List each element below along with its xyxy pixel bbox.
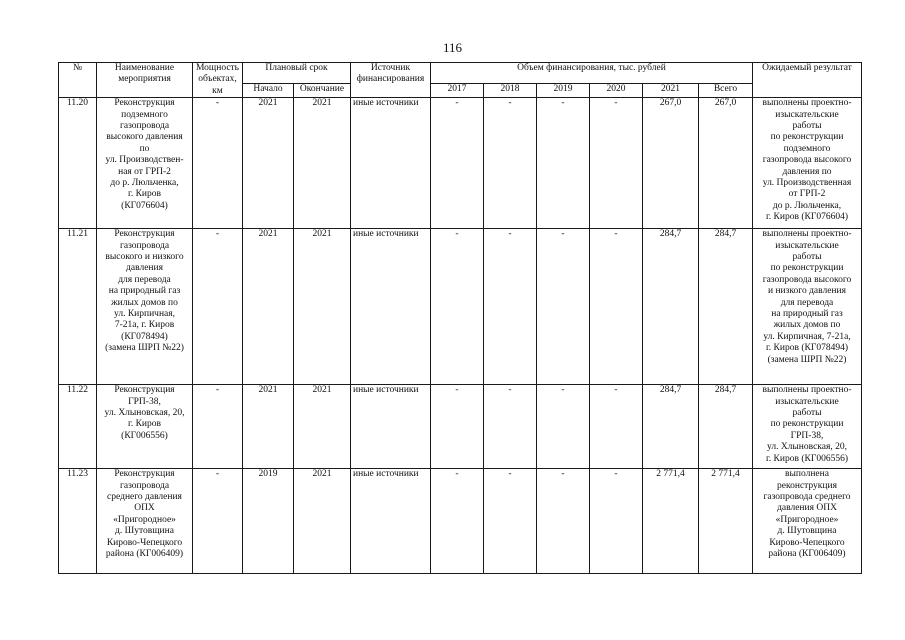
row-value-2018: -	[484, 385, 537, 469]
row-name: Реконструкция газопровода среднего давления ОПХ «Пригородное» д. Шутовщина Кирово-Чепецкого района (КГ006409)	[97, 469, 193, 574]
header-start: Начало	[243, 83, 294, 98]
row-value-2019: -	[537, 229, 590, 385]
table-row	[59, 98, 862, 229]
row-source: иные источники	[351, 385, 431, 469]
header-source: Источник финансирования	[351, 63, 431, 98]
row-value-2020: -	[590, 229, 643, 385]
header-year-2020: 2020	[590, 83, 643, 98]
funding-table	[58, 62, 862, 574]
header-year-2017: 2017	[431, 83, 484, 98]
row-value-2021: 267,0	[643, 98, 699, 229]
row-capacity: -	[193, 229, 243, 385]
header-year-2019: 2019	[537, 83, 590, 98]
row-capacity: -	[193, 469, 243, 574]
row-source: иные источники	[351, 98, 431, 229]
row-source: иные источники	[351, 229, 431, 385]
row-number: 11.22	[59, 385, 97, 469]
row-number: 11.20	[59, 98, 97, 229]
row-value-2020: -	[590, 469, 643, 574]
row-start: 2021	[243, 229, 294, 385]
header-total: Всего	[699, 83, 753, 98]
header-capacity: Мощность объектах, км	[193, 63, 243, 98]
row-end: 2021	[294, 229, 351, 385]
row-value-2019: -	[537, 98, 590, 229]
row-start: 2021	[243, 98, 294, 229]
row-value-2018: -	[484, 98, 537, 229]
header-name: Наименование мероприятия	[97, 63, 193, 98]
row-name: Реконструкция газопровода высокого и низкого давления для перевода на природный газ жилых домов по ул. Кирпичная, 7-21а, г. Киров (КГ078494) (замена ШРП №22)	[97, 229, 193, 385]
header-planned-period: Плановый срок	[243, 63, 351, 84]
row-value-2021: 2 771,4	[643, 469, 699, 574]
row-value-total: 2 771,4	[699, 469, 753, 574]
row-value-2017: -	[431, 98, 484, 229]
header-year-2018: 2018	[484, 83, 537, 98]
row-name: Реконструкция подземного газопровода высокого давления по ул. Производствен- ная от ГРП-2 до р. Люльченка, г. Киров (КГ076604)	[97, 98, 193, 229]
row-source: иные источники	[351, 469, 431, 574]
header-end: Окончание	[294, 83, 351, 98]
row-value-2021: 284,7	[643, 229, 699, 385]
row-result: выполнены проектно- изыскательские работы по реконструкции газопровода высокого и низкого давления для перевода на природный газ жилых домов по ул. Кирпичная, 7-21а, г. Киров (КГ078494) (замена ШРП №22)	[753, 229, 862, 385]
row-value-2020: -	[590, 385, 643, 469]
header-year-2021: 2021	[643, 83, 699, 98]
row-value-total: 284,7	[699, 385, 753, 469]
table-row	[59, 229, 862, 385]
row-result: выполнены проектно- изыскательские работы по реконструкции ГРП-38, ул. Хлыновская, 20, г. Киров (КГ006556)	[753, 385, 862, 469]
header-result: Ожидаемый результат	[753, 63, 862, 98]
row-number: 11.21	[59, 229, 97, 385]
row-capacity: -	[193, 98, 243, 229]
row-end: 2021	[294, 98, 351, 229]
row-value-2017: -	[431, 469, 484, 574]
header-num: №	[59, 63, 97, 98]
row-value-2020: -	[590, 98, 643, 229]
row-end: 2021	[294, 385, 351, 469]
row-end: 2021	[294, 469, 351, 574]
row-value-2017: -	[431, 229, 484, 385]
row-capacity: -	[193, 385, 243, 469]
row-value-2018: -	[484, 469, 537, 574]
row-value-2019: -	[537, 469, 590, 574]
row-result: выполнены проектно- изыскательские работы по реконструкции подземного газопровода высокого давления по ул. Производственная от ГРП-2 до р. Люльченка, г. Киров (КГ076604)	[753, 98, 862, 229]
row-value-total: 267,0	[699, 98, 753, 229]
table-row	[59, 385, 862, 469]
row-value-total: 284,7	[699, 229, 753, 385]
row-number: 11.23	[59, 469, 97, 574]
row-result: выполнена реконструкция газопровода среднего давления ОПХ «Пригородное» д. Шутовщина Кирово-Чепецкого района (КГ006409)	[753, 469, 862, 574]
page-number: 116	[442, 40, 463, 55]
row-start: 2019	[243, 469, 294, 574]
header-funding: Объем финансирования, тыс. рублей	[431, 63, 753, 84]
row-value-2019: -	[537, 385, 590, 469]
row-value-2018: -	[484, 229, 537, 385]
row-start: 2021	[243, 385, 294, 469]
row-name: Реконструкция ГРП-38, ул. Хлыновская, 20, г. Киров (КГ006556)	[97, 385, 193, 469]
row-value-2017: -	[431, 385, 484, 469]
table-row	[59, 469, 862, 574]
row-value-2021: 284,7	[643, 385, 699, 469]
